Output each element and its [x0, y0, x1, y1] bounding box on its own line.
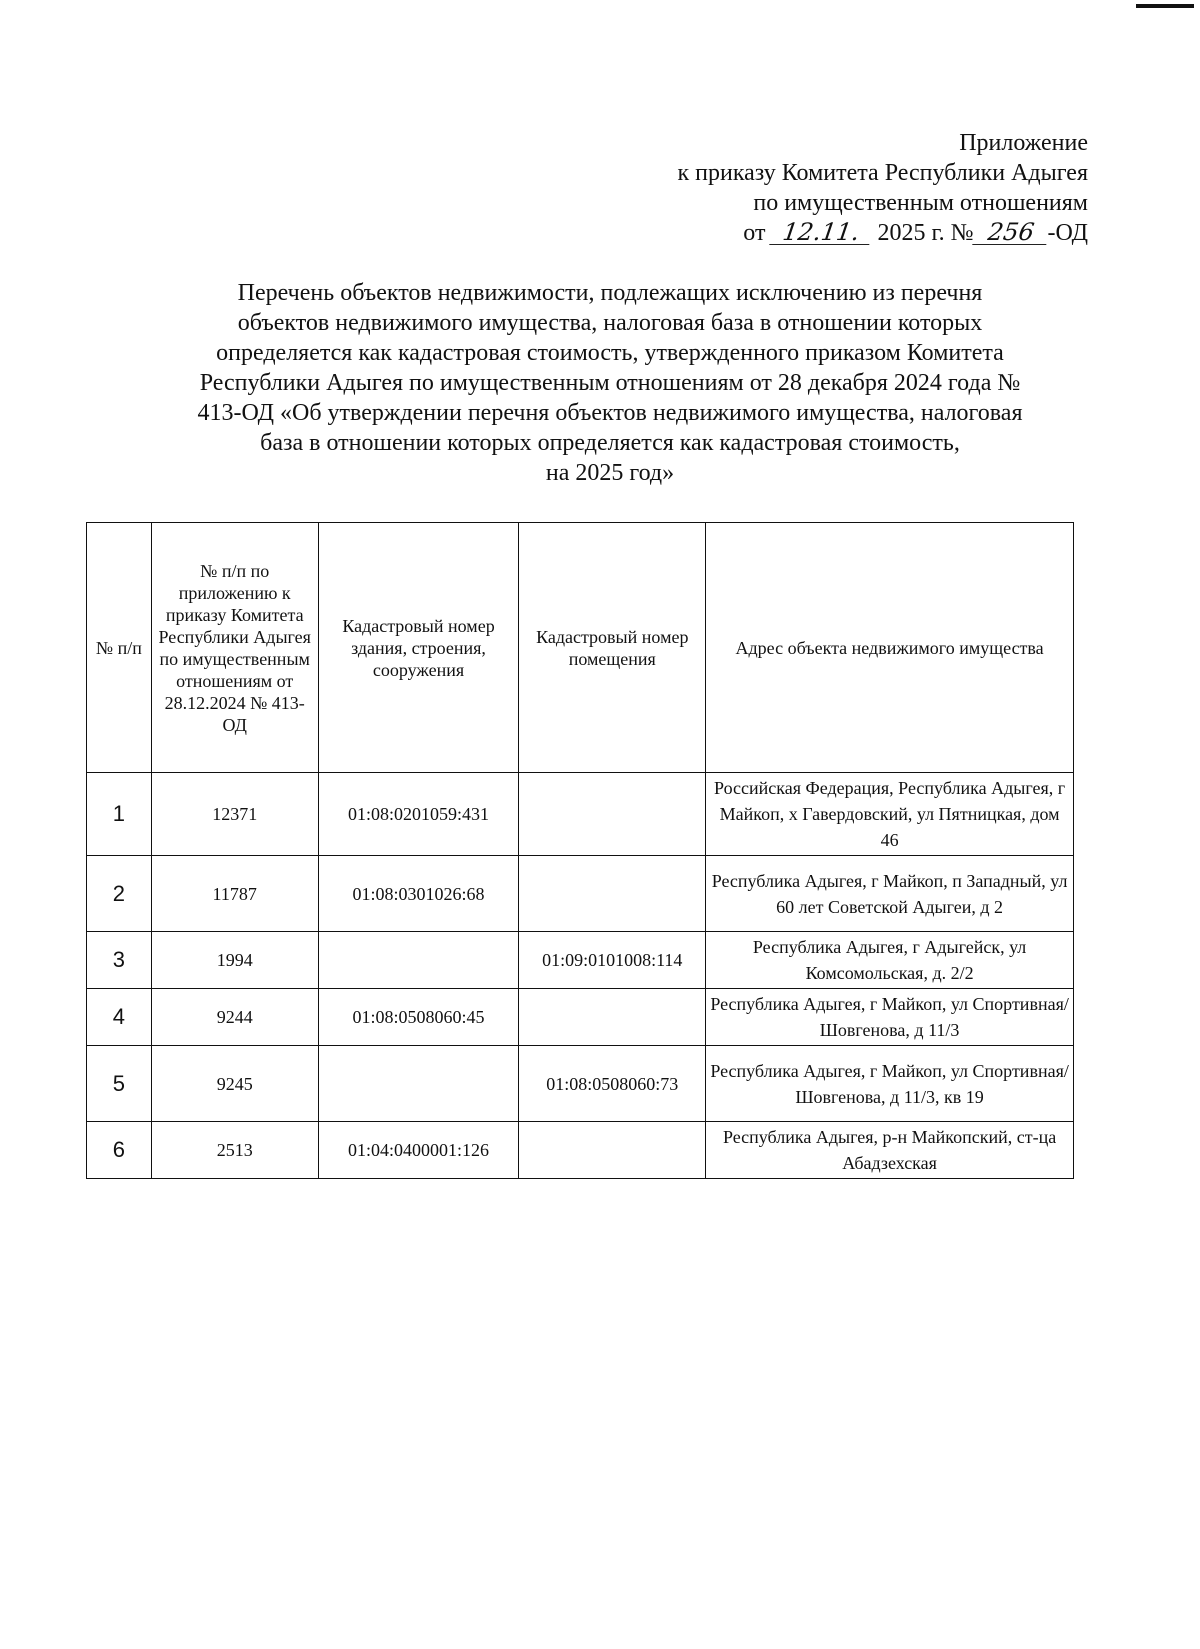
cell-num: 5 [87, 1046, 152, 1122]
title-line: Перечень объектов недвижимости, подлежащих исключению из перечня [237, 280, 983, 306]
year-text: 2025 г. № [877, 220, 974, 246]
cell-ref: 11787 [151, 856, 318, 932]
cell-address: Республика Адыгея, р-н Майкопский, ст-ца Абадзехская [706, 1122, 1074, 1179]
title-line: Республики Адыгея по имущественным отношениям от 28 декабря 2024 года № [199, 370, 1021, 396]
cell-room [519, 989, 706, 1046]
appendix-line-1: Приложение [959, 130, 1088, 156]
title-line: база в отношении которых определяется как кадастровая стоимость, [260, 430, 960, 456]
title-line: определяется как кадастровая стоимость, утвержденного приказом Комитета [216, 340, 1004, 366]
header-building-cadastral: Кадастровый номер здания, строения, сооружения [318, 523, 519, 773]
cell-building [318, 932, 519, 989]
cell-room [519, 856, 706, 932]
table-row [87, 1046, 1074, 1122]
number-suffix: -ОД [1047, 220, 1088, 246]
title-line: объектов недвижимого имущества, налоговая база в отношении которых [237, 310, 983, 336]
table-row [87, 773, 1074, 856]
cell-num: 6 [87, 1122, 152, 1179]
table-row [87, 989, 1074, 1046]
handwritten-date: 12.11. [770, 220, 874, 245]
header-ref: № п/п по приложению к приказу Комитета Республики Адыгея по имущественным отношениям от 28.12.2024 № 413-ОД [151, 523, 318, 773]
header-room-cadastral: Кадастровый номер помещения [519, 523, 706, 773]
cell-room: 01:09:0101008:114 [519, 932, 706, 989]
cell-building: 01:08:0508060:45 [318, 989, 519, 1046]
appendix-line-3: по имущественным отношениям [753, 190, 1088, 216]
cell-num: 2 [87, 856, 152, 932]
date-prefix: от [743, 220, 766, 246]
cell-ref: 9244 [151, 989, 318, 1046]
cell-address: Республика Адыгея, г Адыгейск, ул Комсомольская, д. 2/2 [706, 932, 1074, 989]
cell-building: 01:04:0400001:126 [318, 1122, 519, 1179]
header-num: № п/п [87, 523, 152, 773]
cell-ref: 2513 [151, 1122, 318, 1179]
scan-mark [1136, 4, 1194, 8]
cell-building [318, 1046, 519, 1122]
document-title [150, 278, 1070, 488]
handwritten-number: 256 [972, 220, 1050, 245]
appendix-line-2: к приказу Комитета Республики Адыгея [677, 160, 1088, 186]
objects-table [86, 522, 1074, 1179]
cell-address: Российская Федерация, Республика Адыгея, г Майкоп, х Гавердовский, ул Пятницкая, дом 46 [706, 773, 1074, 856]
cell-ref: 12371 [151, 773, 318, 856]
cell-address: Республика Адыгея, г Майкоп, п Западный, ул 60 лет Советской Адыгеи, д 2 [706, 856, 1074, 932]
cell-address: Республика Адыгея, г Майкоп, ул Спортивная/Шовгенова, д 11/3, кв 19 [706, 1046, 1074, 1122]
cell-ref: 1994 [151, 932, 318, 989]
cell-ref: 9245 [151, 1046, 318, 1122]
cell-building: 01:08:0201059:431 [318, 773, 519, 856]
appendix-header [677, 128, 1088, 248]
cell-address: Республика Адыгея, г Майкоп, ул Спортивная/Шовгенова, д 11/3 [706, 989, 1074, 1046]
title-line: 413-ОД «Об утверждении перечня объектов недвижимого имущества, налоговая [197, 400, 1023, 426]
cell-num: 4 [87, 989, 152, 1046]
table-row [87, 932, 1074, 989]
cell-room [519, 1122, 706, 1179]
cell-building: 01:08:0301026:68 [318, 856, 519, 932]
cell-room: 01:08:0508060:73 [519, 1046, 706, 1122]
title-line: на 2025 год» [545, 460, 675, 486]
cell-num: 1 [87, 773, 152, 856]
appendix-date-line [677, 218, 1088, 248]
table-row [87, 1122, 1074, 1179]
header-address: Адрес объекта недвижимого имущества [706, 523, 1074, 773]
table-row [87, 856, 1074, 932]
cell-room [519, 773, 706, 856]
table-header-row [87, 523, 1074, 773]
cell-num: 3 [87, 932, 152, 989]
